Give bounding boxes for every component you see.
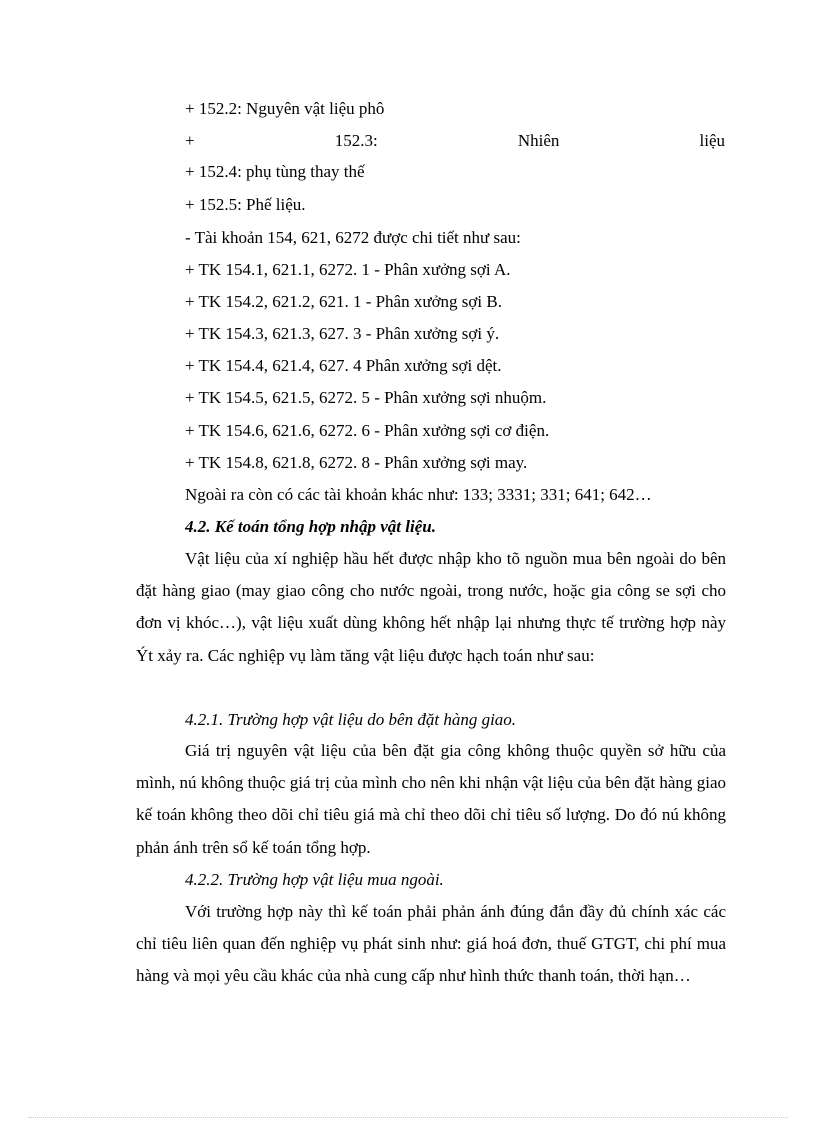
account-line-part: + [185, 131, 195, 150]
subsection-heading-4-2-1: 4.2.1. Trường hợp vật liệu do bên đặt hàng giao. [185, 710, 517, 729]
account-detail-intro: - Tài khoản 154, 621, 6272 được chi tiết như sau: [185, 228, 521, 247]
account-line-part: liệu [699, 131, 725, 150]
other-accounts-line: Ngoài ra còn có các tài khoản khác như: 133; 3331; 331; 641; 642… [185, 485, 652, 504]
account-line-tk-154-5: + TK 154.5, 621.5, 6272. 5 - Phân xưởng sợi nhuộm. [185, 388, 547, 407]
subsection-heading-4-2-2: 4.2.2. Trường hợp vật liệu mua ngoài. [185, 870, 444, 889]
account-line-tk-154-3: + TK 154.3, 621.3, 627. 3 - Phân xưởng sợi ý. [185, 324, 500, 343]
footer-divider [28, 1117, 788, 1118]
account-line-part: Nhiên [517, 131, 560, 150]
account-line-tk-154-4: + TK 154.4, 621.4, 627. 4 Phân xưởng sợi dệt. [185, 356, 502, 375]
account-line-152-2: + 152.2: Nguyên vật liệu phô [185, 99, 385, 118]
account-line-tk-154-8: + TK 154.8, 621.8, 6272. 8 - Phân xưởng sợi may. [185, 453, 528, 472]
account-line-tk-154-2: + TK 154.2, 621.2, 621. 1 - Phân xưởng sợi B. [185, 292, 502, 311]
account-line-tk-154-6: + TK 154.6, 621.6, 6272. 6 - Phân xưởng sợi cơ điện. [185, 421, 550, 440]
paragraph-customer-supplied: Giá trị nguyên vật liệu của bên đặt gia công không thuộc quyền sở hữu của mình, nú không thuộc giá trị của mình cho nên khi nhận vật liệu của bên đặt hàng giao kế toán không theo dõi chỉ tiêu giá mà chỉ theo dõi chỉ tiêu số lượng. Do đó nú không phản ánh trên sổ kế toán tổng hợp. [136, 741, 726, 857]
account-line-tk-154-1: + TK 154.1, 621.1, 6272. 1 - Phân xưởng sợi A. [185, 260, 511, 279]
account-line-152-4: + 152.4: phụ tùng thay thế [185, 162, 365, 181]
paragraph-intro: Vật liệu của xí nghiệp hầu hết được nhập kho tõ nguồn mua bên ngoài do bên đặt hàng giao (may giao công cho nước ngoài, trong nước, hoặc gia công se sợi cho đơn vị khóc…), vật liệu xuất dùng không hết nhập lại nhưng thực tế trường hợp này Ýt xảy ra. Các nghiệp vụ làm tăng vật liệu được hạch toán như sau: [136, 549, 726, 665]
section-heading: 4.2. Kế toán tổng hợp nhập vật liệu. [185, 517, 436, 536]
paragraph-purchased: Với trường hợp này thì kế toán phải phản ánh đúng đắn đầy đủ chính xác các chỉ tiêu liên quan đến nghiệp vụ phát sinh như: giá hoá đơn, thuế GTGT, chi phí mua hàng và mọi yêu cầu khác của nhà cung cấp như hình thức thanh toán, thời hạn… [136, 902, 726, 986]
account-line-152-3 [185, 130, 725, 152]
account-line-152-5: + 152.5: Phế liệu. [185, 195, 306, 214]
account-line-part: 152.3: [334, 131, 378, 150]
